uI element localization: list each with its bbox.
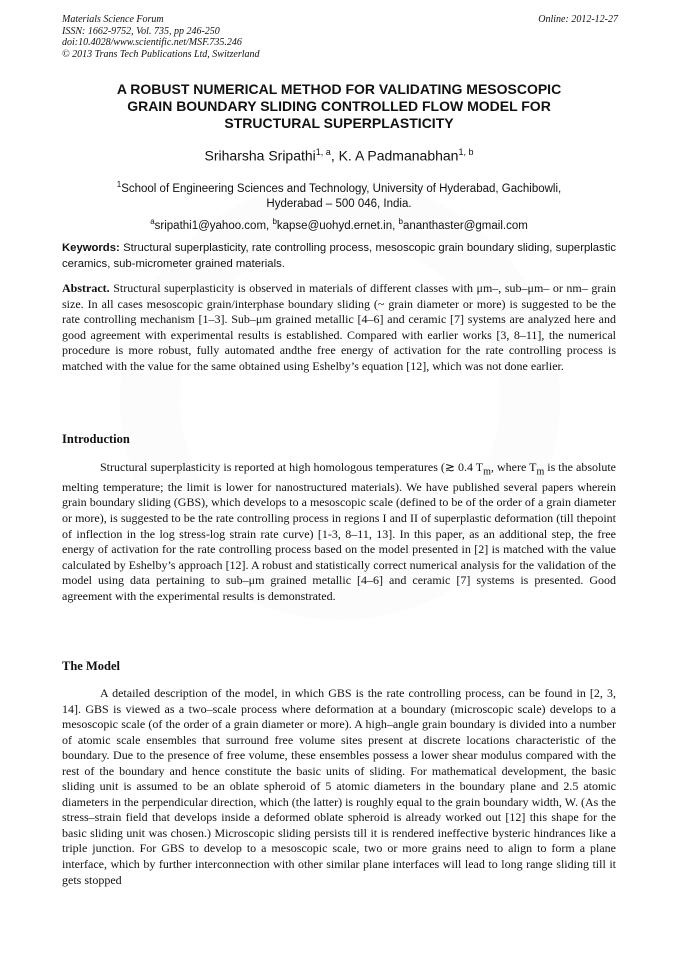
- abstract-label: Abstract.: [62, 281, 110, 295]
- journal-header: [62, 14, 618, 60]
- affiliation: [62, 177, 616, 212]
- issn-line: ISSN: 1662-9752, Vol. 735, pp 246-250: [62, 25, 220, 37]
- title-line-3: STRUCTURAL SUPERPLASTICITY: [224, 115, 454, 131]
- email-c[interactable]: ananthaster@gmail.com: [402, 219, 528, 232]
- email-a[interactable]: sripathi1@yahoo.com,: [154, 219, 273, 232]
- affiliation-sup: 1: [116, 180, 122, 189]
- author-separator: ,: [330, 147, 339, 164]
- author-1-name: Sriharsha Sripathi: [204, 147, 316, 164]
- intro-text-1: Structural superplasticity is reported at high homologous temperatures (≳ 0.4 T: [100, 460, 484, 474]
- keywords-text: Structural superplasticity, rate controlling process, mesoscopic grain boundary sliding, superplastic ceramics, sub-micrometer grained materials.: [62, 242, 616, 270]
- abstract-text: Structural superplasticity is observed in materials of different classes with μm–, sub–μm– or nm– grain size. In all cases mesoscopic grain/interphase boundary sliding (~ grain diameter or more) is suggested to be the rate controlling mechanism [1–3]. Sub–μm grained metallic [4–6] and ceramic [7] systems are analyzed here and good agreement with experimental results is established. Compared with earlier works [3, 8–11], the numerical procedure is more robust, fully automated andthe free energy of activation for the rate controlling process is matched with the value for the same obtained using Eshelby’s equation [12], which was not done earlier.: [62, 281, 616, 373]
- online-date: Online: 2012-12-27: [538, 14, 618, 25]
- intro-text-2: , where T: [490, 460, 537, 474]
- intro-sub-1: m: [483, 466, 491, 478]
- affiliation-line-1: School of Engineering Sciences and Technology, University of Hyderabad, Gachibowli,: [121, 182, 562, 195]
- introduction-heading: Introduction: [62, 432, 130, 446]
- model-heading: The Model: [62, 659, 120, 673]
- journal-name: Materials Science Forum: [62, 14, 164, 25]
- doi-line[interactable]: doi:10.4028/www.scientific.net/MSF.735.246: [62, 37, 242, 48]
- title-line-1: A ROBUST NUMERICAL METHOD FOR VALIDATING MESOSCOPIC: [116, 81, 562, 97]
- model-paragraph: A detailed description of the model, in which GBS is the rate controlling process, can be found in [2, 3, 14]. GBS is viewed as a two–scale process where deformation at a boundary (microscopic scale) develops to a mesoscopic scale (of the order of a grain diameter or more). A high–angle grain boundary is divided into a number of atomic scale ensembles that surround free volume sites present at discrete locations characteristic of the boundary. Due to the presence of free volume, these ensembles possess a lower shear modulus compared with the rest of the boundary and hence constitute the basic units of sliding. For mathematical development, the basic sliding unit is assumed to be an oblate spheroid of 5 atomic diameters in the boundary plane and 2.5 atomic diameters in the perpendicular direction, which (the latter) is roughly equal to the grain boundary width, W. (As the stress–strain field that develops inside a deformed oblate spheroid is already worked out [12] this shape for the basic sliding unit was chosen.) Microscopic sliding persists till it is rendered ineffective bysteric hindrances like a triple junction. For GBS to develop to a mesoscopic scale, two or more grains need to align to form a plane interface, which by further interconnection with other similar plane interfaces will lead to long range sliding till it gets stopped: [62, 686, 616, 887]
- paper-title: [62, 81, 616, 132]
- introduction-paragraph: [62, 460, 616, 604]
- author-list: [62, 147, 616, 164]
- title-line-2: GRAIN BOUNDARY SLIDING CONTROLLED FLOW MODEL FOR: [127, 98, 551, 114]
- copyright-line: © 2013 Trans Tech Publications Ltd, Switzerland: [62, 48, 260, 60]
- keywords-label: Keywords:: [62, 242, 120, 254]
- email-a-sup: a: [150, 217, 155, 226]
- author-2-sup: 1, b: [458, 147, 474, 157]
- intro-sub-2: m: [536, 466, 545, 478]
- affiliation-line-2: Hyderabad – 500 046, India.: [266, 197, 412, 210]
- author-1-sup: 1, a: [315, 147, 331, 157]
- email-list: [62, 217, 616, 232]
- author-2-name: K. A Padmanabhan: [338, 147, 459, 164]
- keywords: [62, 240, 616, 272]
- abstract: [62, 281, 616, 374]
- email-b[interactable]: kapse@uohyd.ernet.in,: [276, 219, 399, 232]
- intro-text-3: is the absolute melting temperature; the limit is lower for nanostructured materials). We have published several papers wherein grain boundary sliding (GBS), which develops to a mesoscopic scale (defined to be of the order of a grain diameter or more), is suggested to be the rate controlling process in regions I and II of superplastic deformation (till thepoint of inflection in the log stress-log strain rate curve) [1-3, 8–11, 13]. In this paper, as an additional step, the free energy of activation for the rate controlling process based on the model presented in [2] is matched with the value calculated by Eshelby’s approach [12]. A robust and statistically correct numerical analysis for the validation of the model using data pertaining to sub–μm grained metallic [4–6] and ceramic [7] systems is presented. Good agreement with the experimental results is demonstrated.: [62, 460, 616, 603]
- email-b-sup: b: [272, 217, 277, 226]
- email-c-sup: b: [398, 217, 403, 226]
